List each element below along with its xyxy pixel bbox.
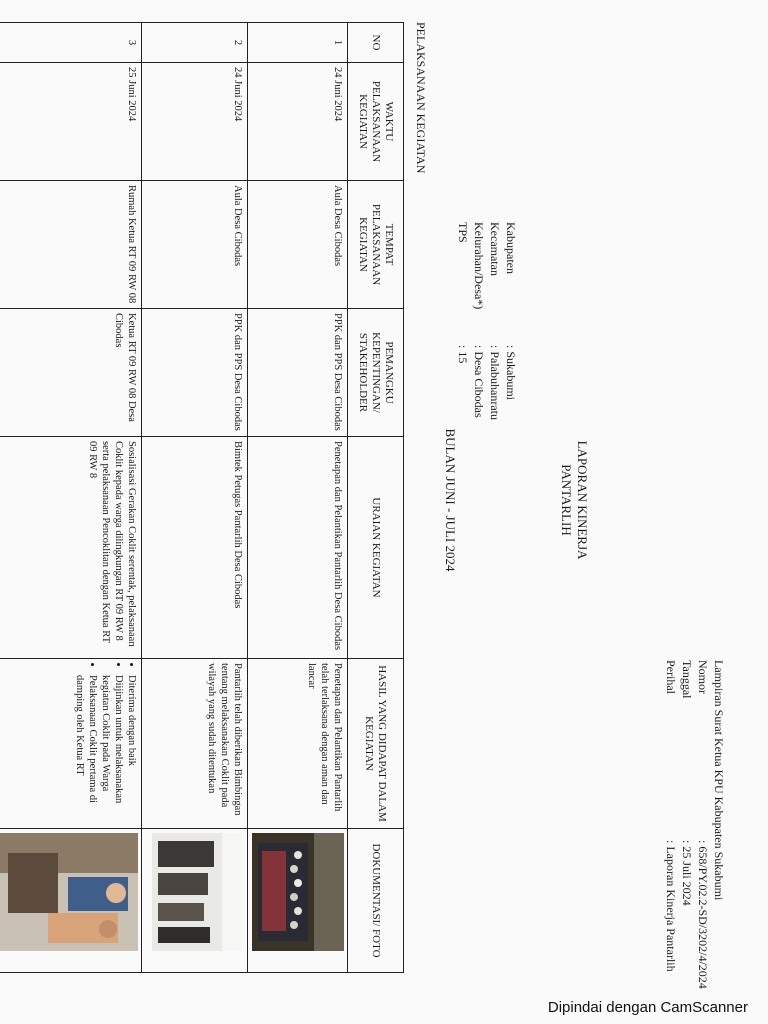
kabupaten-label: Kabupaten	[504, 222, 518, 274]
photo-1	[252, 833, 344, 951]
report-title-line1: LAPORAN KINERJA	[575, 440, 590, 560]
table-row	[248, 23, 348, 973]
nomor-value: : 658/PY.02.2-SD/3202/4/2024	[696, 840, 710, 989]
cell-photo	[0, 829, 142, 973]
header-no: NO	[348, 23, 404, 63]
cell-no: 2	[142, 23, 248, 63]
photo-2-image	[152, 833, 244, 951]
cell-tempat: Aula Desa Cibodas	[142, 181, 248, 309]
kelurahan-value: : Desa Cibodas	[472, 345, 486, 418]
nomor-label: Nomor	[696, 660, 710, 694]
cell-hasil: Penetapan dan Pelantikan Pantarlih telah terlaksana dengan aman dan lancar	[248, 659, 348, 829]
kelurahan-label: Kelurahan/Desa*)	[472, 222, 486, 310]
table-row	[142, 23, 248, 973]
tanggal-label: Tanggal	[680, 660, 694, 699]
photo-3	[0, 833, 138, 951]
list-item: • Diterima dengan baik	[125, 675, 138, 824]
kecamatan-value: : Palabuhanratu	[488, 345, 502, 420]
header-waktu: WAKTU PELAKSANAAN KEGIATAN	[348, 63, 404, 181]
tps-value: : 15	[456, 345, 470, 364]
cell-pemangku: Ketua RT 09 RW 08 Desa Cibodas	[0, 309, 142, 437]
kecamatan-label: Kecamatan	[488, 222, 502, 276]
report-title-line2: PANTARLIH	[559, 464, 574, 536]
table-row	[0, 23, 142, 973]
cell-hasil	[0, 659, 142, 829]
cell-hasil: Pantarlih telah diberikan Bimbingan tentang melaksanakan Coklit pada wilayah yang sudah ditentukan	[142, 659, 248, 829]
cell-pemangku: PPK dan PPS Desa Cibodas	[142, 309, 248, 437]
photo-3-image	[0, 833, 138, 951]
perihal-value: : Laporan Kinerja Pantarlih	[664, 840, 678, 972]
report-period: BULAN JUNI - JULI 2024	[443, 428, 458, 572]
tanggal-value: : 25 Juli 2024	[680, 840, 694, 906]
cell-tempat: Rumah Ketua RT 09 RW 08	[0, 181, 142, 309]
header-uraian: URAIAN KEGIATAN	[348, 437, 404, 659]
cell-tempat: Aula Desa Cibodas	[248, 181, 348, 309]
cell-uraian: Sosialisasi Gerakan Coklit serentak, pelaksanaan Coklit kepada warga dilingkungan RT 09 RW 8 serta pelaksanaan Pencoklitan dengan Ketua RT 09 RW 8	[0, 437, 142, 659]
hasil-list	[73, 663, 138, 824]
cell-waktu: 24 Juni 2024	[142, 63, 248, 181]
list-item: • Pelaksanaan Coklit pertama di damping oleh Ketua RT	[73, 675, 99, 824]
camscanner-footer: Dipindai dengan CamScanner	[547, 999, 748, 1016]
kabupaten-value: : Sukabumi	[504, 345, 518, 401]
cell-uraian: Bimtek Petugas Pantarlih Desa Cibodas	[142, 437, 248, 659]
activity-table	[0, 22, 404, 973]
photo-2	[152, 833, 244, 951]
header-dokumentasi: DOKUMENTASI/ FOTO	[348, 829, 404, 973]
cell-photo	[248, 829, 348, 973]
cell-pemangku: PPK dan PPS Desa Cibodas	[248, 309, 348, 437]
tps-label: TPS	[456, 222, 470, 243]
header-tempat: TEMPAT PELAKSANAAN KEGIATAN	[348, 181, 404, 309]
cell-waktu: 25 Juni 2024	[0, 63, 142, 181]
cell-no: 3	[0, 23, 142, 63]
attachment-label: Lampiran Surat Ketua KPU Kabupaten Sukabumi	[712, 660, 726, 901]
cell-uraian: Penetapan dan Pelantikan Pantarlih Desa Cibodas	[248, 437, 348, 659]
header-hasil: HASIL YANG DIDAPAT DALAM KEGIATAN	[348, 659, 404, 829]
cell-waktu: 24 Juni 2024	[248, 63, 348, 181]
perihal-label: Perihal	[664, 660, 678, 694]
section-title: PELAKSANAAN KEGIATAN	[414, 22, 428, 174]
photo-1-image	[252, 833, 344, 951]
list-item: • Diijinkan untuk melaksanakan kegiatan Coklit pada Warga	[99, 675, 125, 824]
cell-no: 1	[248, 23, 348, 63]
cell-photo	[142, 829, 248, 973]
header-pemangku: PEMANGKU KEPENTINGAN/ STAKEHOLDER	[348, 309, 404, 437]
